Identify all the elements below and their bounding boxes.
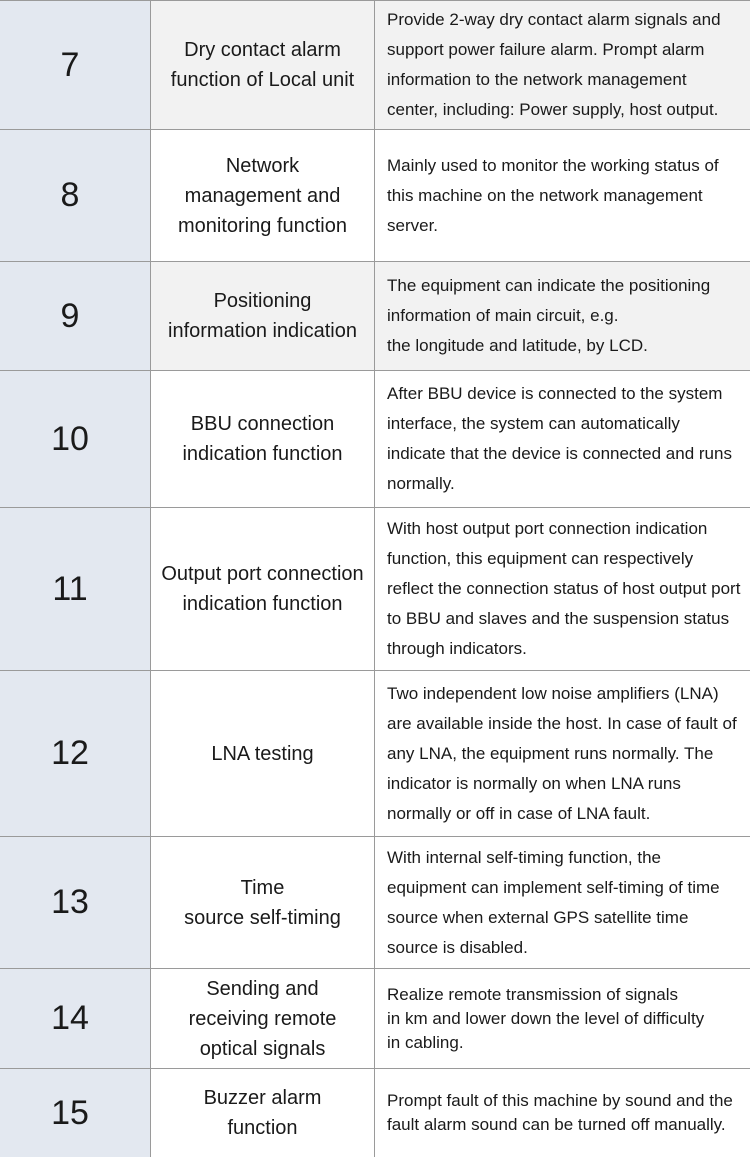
function-name: Sending and receiving remote optical signals	[151, 969, 375, 1068]
table-row	[0, 969, 750, 1069]
function-description: Prompt fault of this machine by sound and the fault alarm sound can be turned off manually.	[387, 1091, 733, 1134]
table-row	[0, 671, 750, 837]
row-number: 13	[0, 837, 151, 968]
function-name: Time source self-timing	[151, 837, 375, 968]
function-description: Two independent low noise amplifiers (LNA) are available inside the host. In case of fault of any LNA, the equipment runs normally. The indicator is normally on when LNA runs normally or off in case of LNA fault.	[387, 683, 737, 823]
table-row	[0, 1069, 750, 1157]
function-name: Output port connection indication function	[151, 508, 375, 670]
function-description: Mainly used to monitor the working status of this machine on the network management server.	[387, 155, 719, 235]
table-row	[0, 130, 750, 262]
table-row	[0, 262, 750, 371]
row-number: 11	[0, 508, 151, 670]
function-description: Provide 2-way dry contact alarm signals and support power failure alarm. Prompt alarm information to the network management center, including: Power supply, host output.	[375, 1, 750, 129]
function-description: Realize remote transmission of signals in km and lower down the level of difficulty in cabling.	[387, 984, 705, 1052]
table-row	[0, 837, 750, 969]
row-number: 14	[0, 969, 151, 1068]
function-description: The equipment can indicate the positioning information of main circuit, e.g. the longitude and latitude, by LCD.	[375, 262, 750, 370]
row-number: 15	[0, 1069, 151, 1157]
row-number: 9	[0, 262, 151, 370]
function-description: After BBU device is connected to the system interface, the system can automatically indicate that the device is connected and runs normally.	[387, 384, 732, 493]
table-row	[0, 508, 750, 671]
function-name: Positioning information indication	[151, 262, 375, 370]
row-number: 8	[0, 130, 151, 261]
table-row	[0, 371, 750, 508]
row-number: 10	[0, 371, 151, 507]
function-name: LNA testing	[151, 671, 375, 836]
table-row	[0, 1, 750, 130]
function-name: Buzzer alarm function	[151, 1069, 375, 1157]
function-description: With internal self-timing function, the equipment can implement self-timing of time source when external GPS satellite time source is disabled.	[387, 847, 720, 957]
function-description: With host output port connection indication function, this equipment can respectively reflect the connection status of host output port to BBU and slaves and the suspension status through indicators.	[387, 519, 741, 658]
function-name: Network management and monitoring function	[151, 130, 375, 261]
row-number: 12	[0, 671, 151, 836]
function-name: BBU connection indication function	[151, 371, 375, 507]
row-number: 7	[0, 1, 151, 129]
function-name: Dry contact alarm function of Local unit	[151, 1, 375, 129]
